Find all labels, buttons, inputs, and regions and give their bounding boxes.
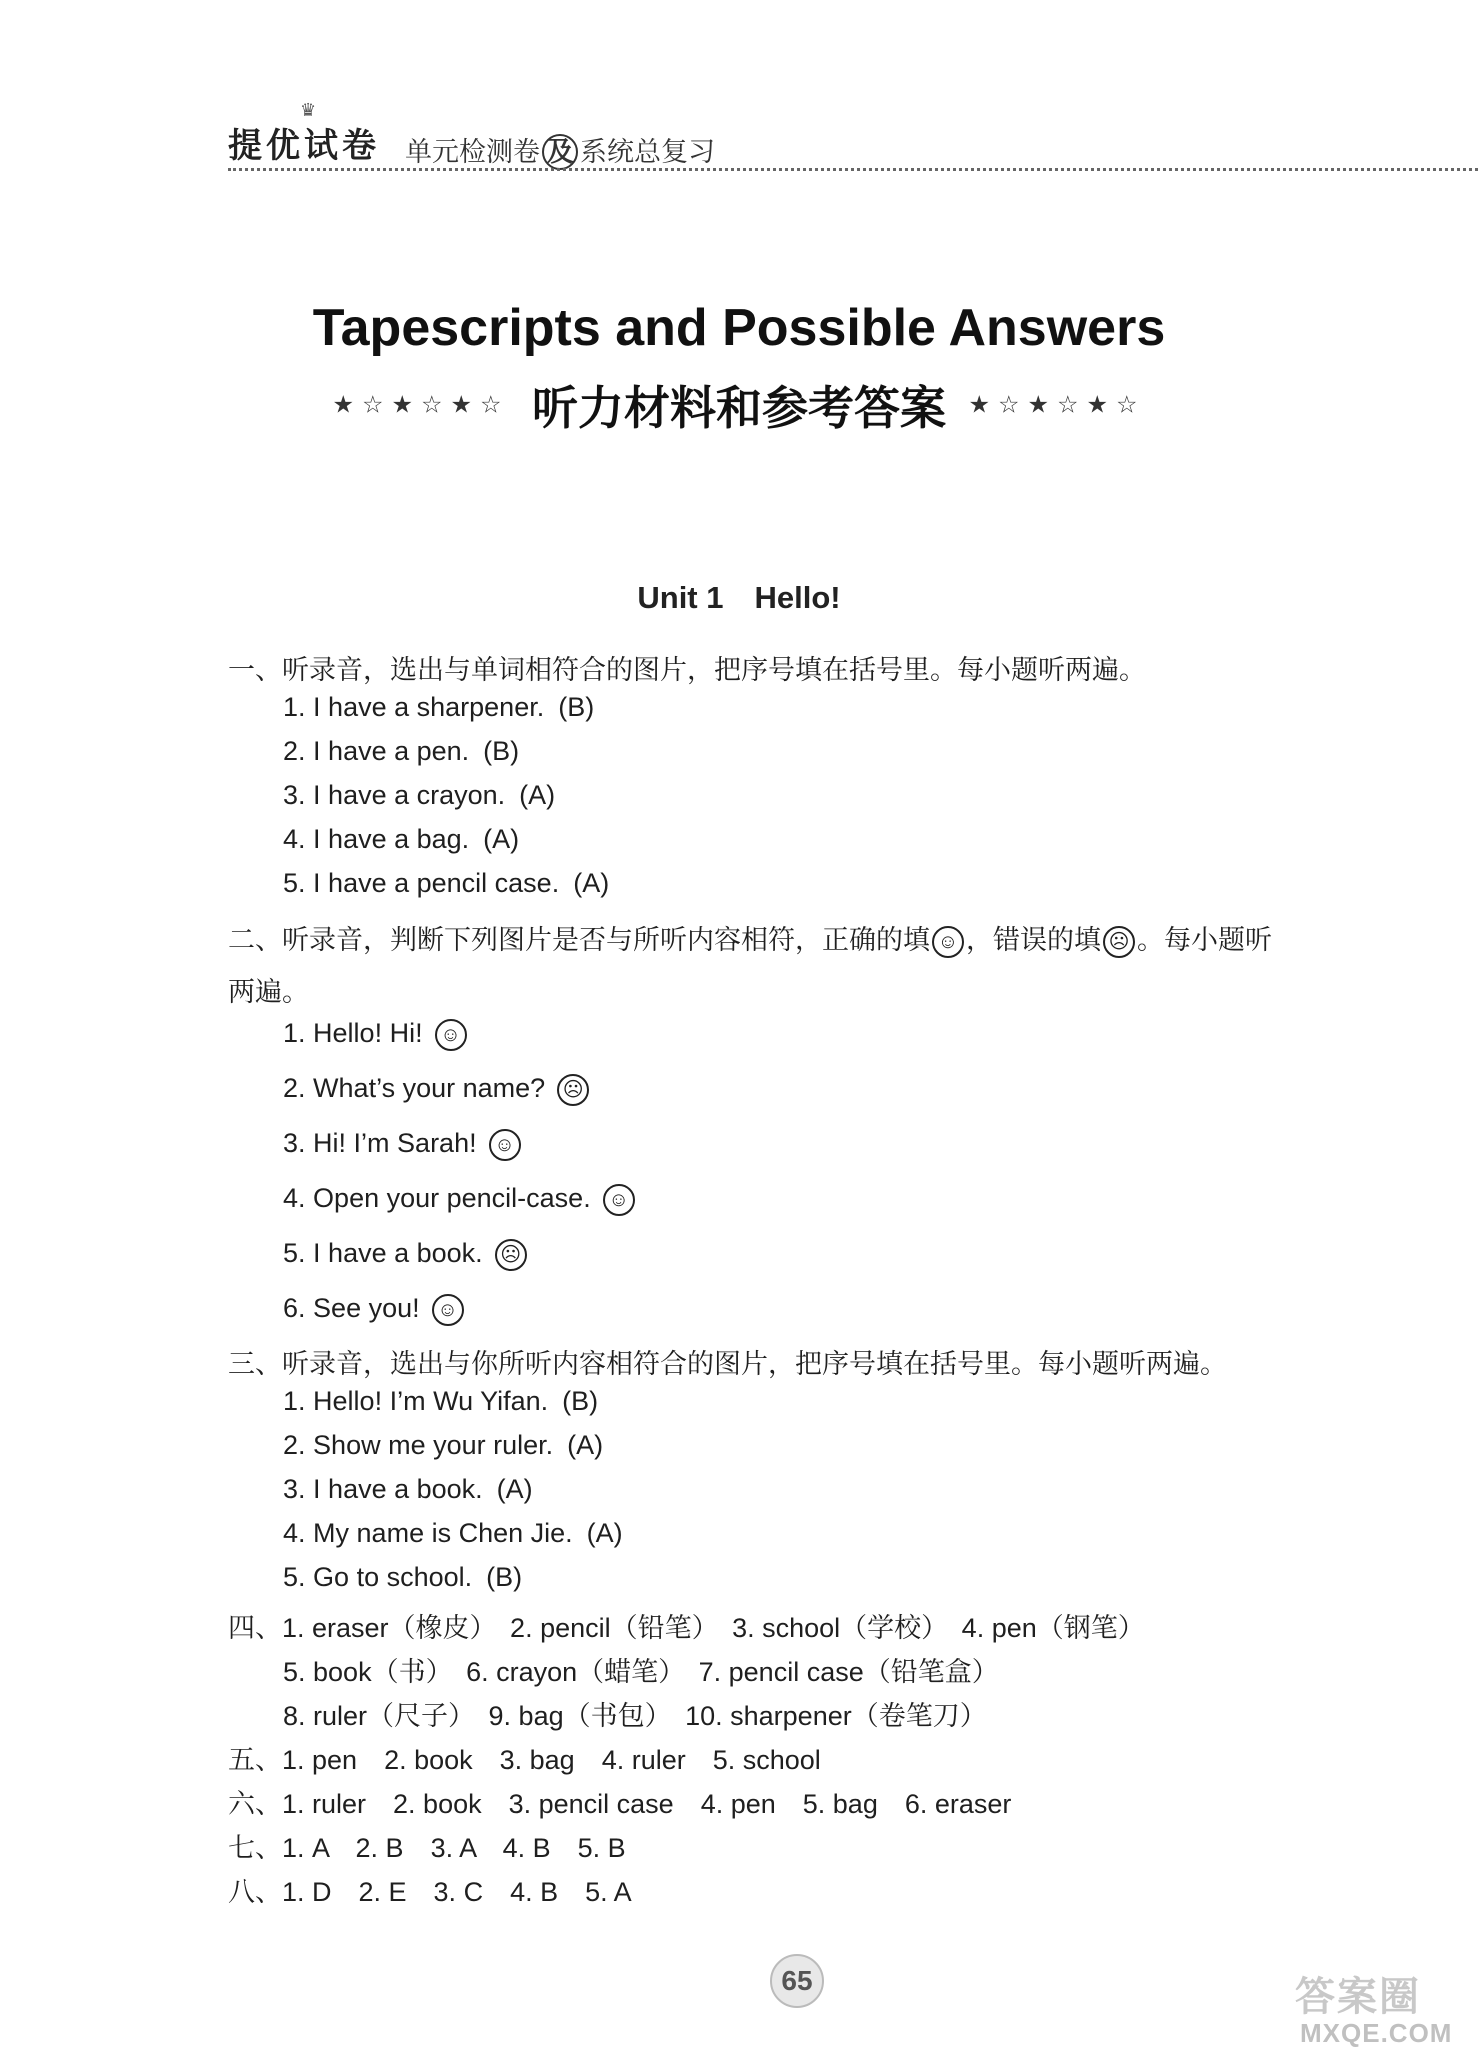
item-number: 5. — [283, 1238, 306, 1268]
item-answer: (B) — [483, 736, 520, 766]
item-text: Open your pencil-case. — [313, 1183, 591, 1213]
section-5-answers: 五、1. pen 2. book 3. bag 4. ruler 5. school — [228, 1745, 821, 1775]
item-answer: (B) — [562, 1386, 599, 1416]
list-item — [283, 1128, 521, 1161]
header-subtitle-part2: 系统总复习 — [580, 137, 715, 167]
item-text: Hi! I’m Sarah! — [313, 1128, 477, 1158]
page-title-chinese-row — [0, 372, 1478, 438]
item-number: 4. — [283, 824, 306, 854]
item-text: Hello! I’m Wu Yifan. — [313, 1386, 549, 1416]
list-item — [283, 1518, 623, 1549]
item-answer: (A) — [496, 1474, 533, 1504]
item-number: 1. — [283, 1386, 306, 1416]
item-text: I have a pencil case. — [313, 868, 560, 898]
item-text: I have a bag. — [313, 824, 470, 854]
section-6-answers: 六、1. ruler 2. book 3. pencil case 4. pen 5. bag 6. eraser — [228, 1789, 1012, 1819]
item-text: I have a pen. — [313, 736, 470, 766]
item-answer: (A) — [483, 824, 520, 854]
frown-face-icon: ☹ — [1103, 926, 1135, 958]
page-title-english: Tapescripts and Possible Answers — [312, 299, 1166, 357]
list-item — [283, 692, 594, 723]
item-number: 2. — [283, 1430, 306, 1460]
section-2-heading-part1: 二、听录音，判断下列图片是否与所听内容相符，正确的填 — [228, 925, 930, 955]
list-item — [283, 1474, 533, 1505]
page-title-chinese: 听力材料和参考答案 — [532, 381, 946, 435]
list-item — [283, 1293, 464, 1326]
section-4-line-2: 5. book（书） 6. crayon（蜡笔） 7. pencil case（铅笔盒） — [283, 1657, 999, 1687]
item-text: My name is Chen Jie. — [313, 1518, 573, 1548]
section-2-heading-part3: 。每小题听 — [1137, 925, 1272, 955]
smile-face-icon: ☺ — [435, 1019, 467, 1051]
list-item — [283, 1183, 635, 1216]
item-answer: (A) — [573, 868, 610, 898]
item-answer: (B) — [486, 1562, 523, 1592]
frown-face-icon: ☹ — [557, 1074, 589, 1106]
item-number: 1. — [283, 1018, 306, 1048]
item-text: See you! — [313, 1293, 420, 1323]
item-text: Show me your ruler. — [313, 1430, 554, 1460]
item-answer: (A) — [586, 1518, 623, 1548]
item-text: What’s your name? — [313, 1073, 546, 1103]
item-text: I have a book. — [313, 1238, 483, 1268]
item-number: 2. — [283, 1073, 306, 1103]
watermark-url: MXQE.COM — [1300, 2018, 1453, 2048]
smile-face-icon: ☺ — [932, 926, 964, 958]
item-number: 4. — [283, 1518, 306, 1548]
section-1-heading: 一、听录音，选出与单词相符合的图片，把序号填在括号里。每小题听两遍。 — [228, 655, 1146, 685]
stars-right-icon: ★☆★☆★☆ — [968, 391, 1146, 419]
section-2-heading-line2: 两遍。 — [228, 977, 309, 1007]
item-number: 3. — [283, 1474, 306, 1504]
item-number: 3. — [283, 780, 306, 810]
item-text: I have a crayon. — [313, 780, 506, 810]
item-answer: (A) — [519, 780, 556, 810]
item-text: I have a sharpener. — [313, 692, 545, 722]
list-item — [283, 780, 555, 811]
watermark-logo: 答案圈 — [1295, 1975, 1421, 2019]
header-brand: 提优试卷 — [228, 126, 380, 166]
unit-title: Unit 1 Hello! — [637, 580, 841, 615]
header-subtitle-part1: 单元检测卷 — [405, 137, 540, 167]
item-answer: (B) — [558, 692, 595, 722]
list-item — [283, 736, 519, 767]
page-number: 65 — [770, 1954, 824, 2008]
smile-face-icon: ☺ — [603, 1184, 635, 1216]
smile-face-icon: ☺ — [432, 1294, 464, 1326]
section-2-heading — [228, 918, 1272, 958]
section-7-answers: 七、1. A 2. B 3. A 4. B 5. B — [228, 1833, 626, 1863]
frown-face-icon: ☹ — [495, 1239, 527, 1271]
list-item — [283, 1073, 589, 1106]
section-8-answers: 八、1. D 2. E 3. C 4. B 5. A — [228, 1877, 632, 1907]
item-number: 4. — [283, 1183, 306, 1213]
header-subtitle-circle: 及 — [542, 134, 578, 170]
smile-face-icon: ☺ — [489, 1129, 521, 1161]
item-number: 3. — [283, 1128, 306, 1158]
stars-left-icon: ★☆★☆★☆ — [332, 391, 510, 419]
list-item — [283, 1386, 598, 1417]
item-text: Hello! Hi! — [313, 1018, 423, 1048]
section-2-heading-part2: ，错误的填 — [966, 925, 1101, 955]
item-text: Go to school. — [313, 1562, 473, 1592]
section-3-heading: 三、听录音，选出与你所听内容相符合的图片，把序号填在括号里。每小题听两遍。 — [228, 1349, 1227, 1379]
item-number: 1. — [283, 692, 306, 722]
list-item — [283, 1562, 522, 1593]
list-item — [283, 1430, 603, 1461]
item-number: 2. — [283, 736, 306, 766]
section-4-line-1: 四、1. eraser（橡皮） 2. pencil（铅笔） 3. school（学校） 4. pen（钢笔） — [228, 1613, 1145, 1643]
header-subtitle — [405, 130, 715, 170]
crown-icon: ♛ — [300, 100, 317, 120]
item-number: 5. — [283, 868, 306, 898]
item-answer: (A) — [567, 1430, 604, 1460]
list-item — [283, 868, 609, 899]
list-item — [283, 824, 519, 855]
header-divider — [228, 168, 1478, 171]
item-text: I have a book. — [313, 1474, 483, 1504]
section-4-line-3: 8. ruler（尺子） 9. bag（书包） 10. sharpener（卷笔刀） — [283, 1701, 987, 1731]
list-item — [283, 1238, 527, 1271]
item-number: 6. — [283, 1293, 306, 1323]
list-item — [283, 1018, 467, 1051]
item-number: 5. — [283, 1562, 306, 1592]
